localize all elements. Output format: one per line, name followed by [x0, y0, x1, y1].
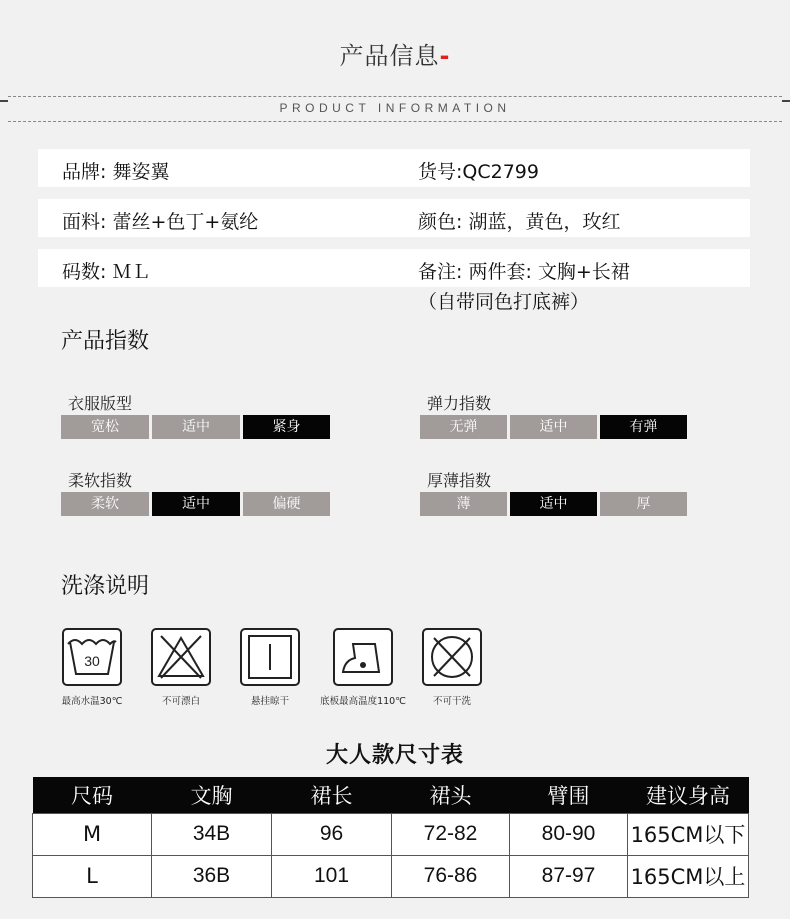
table-cell: 76-86 [392, 855, 510, 897]
size-info: 码数: ＭＬ [62, 261, 151, 283]
table-cell: 87-97 [510, 855, 628, 897]
wash-section-title: 洗涤说明 [61, 574, 150, 599]
size-col-header: 尺码 [33, 777, 152, 813]
size-table-header-row [33, 777, 749, 813]
size-table [32, 777, 749, 898]
thickness-index-label: 厚薄指数 [427, 471, 492, 490]
no-dry-clean-label: 不可干洗 [432, 696, 471, 707]
top-dotted-divider [8, 96, 782, 97]
brand-info: 品牌: 舞姿翼 [62, 161, 170, 183]
title-text: 产品信息 [339, 42, 440, 70]
note-info: 备注: 两件套: 文胸+长裙 [418, 261, 630, 283]
arm-col-header: 臂围 [510, 777, 628, 813]
iron-110-label: 底板最高温度110℃ [320, 696, 406, 707]
page-subtitle: PRODUCT INFORMATION [279, 101, 511, 115]
table-cell: L [33, 855, 152, 897]
note-info-line2: （自带同色打底裤） [418, 291, 590, 313]
iron-110-icon [333, 628, 393, 686]
thickness-option-thin: 薄 [420, 492, 507, 516]
table-cell: 34B [152, 813, 272, 855]
elasticity-option-none: 无弹 [420, 415, 507, 439]
hang-dry-label: 悬挂晾干 [250, 696, 289, 707]
page-title [0, 36, 790, 71]
fit-option-regular: 适中 [152, 415, 240, 439]
fabric-info: 面料: 蕾丝+色丁+氨纶 [62, 211, 259, 233]
table-cell: M [33, 813, 152, 855]
thickness-option-medium: 适中 [510, 492, 597, 516]
bottom-dotted-divider [8, 121, 782, 122]
fit-option-tight: 紧身 [243, 415, 330, 439]
elasticity-index-label: 弹力指数 [427, 394, 492, 413]
wash-30-icon [62, 628, 122, 686]
color-info: 颜色: 湖蓝，黄色，玫红 [418, 211, 621, 233]
elasticity-option-medium: 适中 [510, 415, 597, 439]
table-cell: 80-90 [510, 813, 628, 855]
item-number-info: 货号:QC2799 [418, 161, 539, 183]
table-cell: 96 [272, 813, 392, 855]
wash-temperature-value: 30 [84, 653, 100, 669]
fit-index-label: 衣服版型 [68, 394, 133, 413]
table-cell: 165CM以上 [628, 855, 749, 897]
table-cell: 36B [152, 855, 272, 897]
height-col-header: 建议身高 [628, 777, 749, 813]
table-cell: 165CM以下 [628, 813, 749, 855]
table-cell: 101 [272, 855, 392, 897]
table-row [33, 813, 749, 855]
elasticity-option-stretch: 有弹 [600, 415, 687, 439]
softness-option-medium: 适中 [152, 492, 240, 516]
no-dry-clean-icon [422, 628, 482, 686]
no-bleach-icon [151, 628, 211, 686]
waistband-col-header: 裙头 [392, 777, 510, 813]
wash-30-label: 最高水温30℃ [61, 696, 123, 707]
table-cell: 72-82 [392, 813, 510, 855]
fit-option-loose: 宽松 [61, 415, 149, 439]
softness-option-stiff: 偏硬 [243, 492, 330, 516]
table-row [33, 855, 749, 897]
softness-option-soft: 柔软 [61, 492, 149, 516]
skirt-length-col-header: 裙长 [272, 777, 392, 813]
index-section-title: 产品指数 [61, 329, 150, 354]
title-accent: - [439, 42, 451, 70]
bra-col-header: 文胸 [152, 777, 272, 813]
softness-index-label: 柔软指数 [68, 471, 133, 490]
size-chart-title: 大人款尺寸表 [325, 743, 464, 768]
no-bleach-label: 不可漂白 [161, 696, 200, 707]
hang-dry-icon [240, 628, 300, 686]
thickness-option-thick: 厚 [600, 492, 687, 516]
